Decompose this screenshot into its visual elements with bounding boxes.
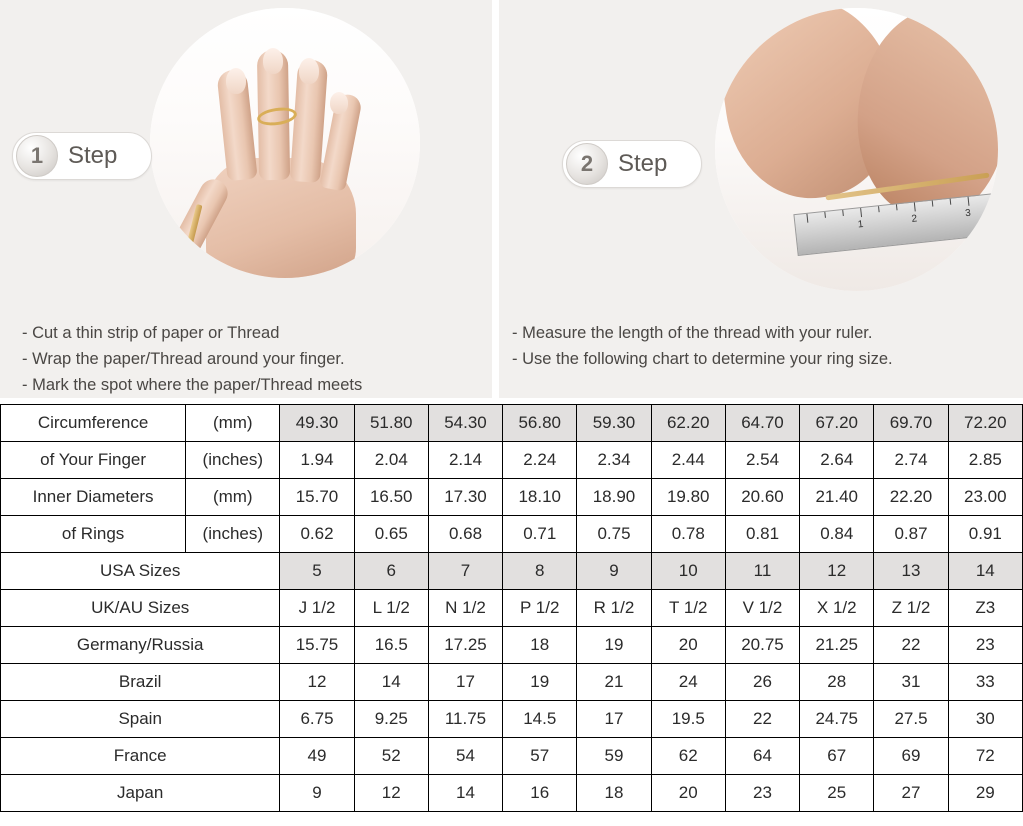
cell: 2.85 bbox=[948, 442, 1022, 479]
row-label-circumference-2: of Your Finger bbox=[1, 442, 186, 479]
table-row bbox=[1, 442, 1023, 479]
measuring-illustration bbox=[715, 8, 998, 291]
cell: 51.80 bbox=[354, 405, 428, 442]
cell: 23 bbox=[948, 627, 1022, 664]
cell: R 1/2 bbox=[577, 590, 651, 627]
cell: 2.34 bbox=[577, 442, 651, 479]
cell: 2.14 bbox=[428, 442, 502, 479]
cell: 0.87 bbox=[874, 516, 948, 553]
step-2-bullet-2: - Use the following chart to determine your ring size. bbox=[512, 350, 893, 368]
cell: 22.20 bbox=[874, 479, 948, 516]
cell: 29 bbox=[948, 775, 1022, 812]
row-label-brazil: Brazil bbox=[1, 664, 280, 701]
cell: 64 bbox=[725, 738, 799, 775]
cell: 31 bbox=[874, 664, 948, 701]
ruler-tick bbox=[878, 206, 880, 212]
cell: T 1/2 bbox=[651, 590, 725, 627]
ruler-tick bbox=[806, 214, 808, 223]
cell: 9.25 bbox=[354, 701, 428, 738]
unit-circumference-mm: (mm) bbox=[186, 405, 280, 442]
cell: 24 bbox=[651, 664, 725, 701]
cell: P 1/2 bbox=[503, 590, 577, 627]
hand-illustration bbox=[150, 8, 420, 278]
cell: 17.25 bbox=[428, 627, 502, 664]
cell: 6 bbox=[354, 553, 428, 590]
cell: N 1/2 bbox=[428, 590, 502, 627]
cell: 56.80 bbox=[503, 405, 577, 442]
ruler-tick bbox=[896, 204, 898, 210]
cell: 11.75 bbox=[428, 701, 502, 738]
cell: 28 bbox=[800, 664, 874, 701]
cell: 18.10 bbox=[503, 479, 577, 516]
cell: 19.5 bbox=[651, 701, 725, 738]
ruler-tick bbox=[968, 197, 970, 206]
cell: 14 bbox=[428, 775, 502, 812]
cell: 20.75 bbox=[725, 627, 799, 664]
cell: 52 bbox=[354, 738, 428, 775]
cell: 25 bbox=[800, 775, 874, 812]
cell: 5 bbox=[280, 553, 354, 590]
unit-diameter-inches: (inches) bbox=[186, 516, 280, 553]
ruler-tick bbox=[824, 212, 826, 218]
ruler-number-3: 3 bbox=[964, 207, 972, 220]
row-label-japan: Japan bbox=[1, 775, 280, 812]
cell: 27.5 bbox=[874, 701, 948, 738]
row-label-circumference-1: Circumference bbox=[1, 405, 186, 442]
ruler-tick bbox=[860, 208, 862, 217]
cell: 17 bbox=[428, 664, 502, 701]
step-1-panel bbox=[0, 0, 490, 398]
cell: 2.44 bbox=[651, 442, 725, 479]
cell: 8 bbox=[503, 553, 577, 590]
cell: 18 bbox=[503, 627, 577, 664]
table-row bbox=[1, 627, 1023, 664]
ruler-tick bbox=[914, 202, 916, 211]
cell: 22 bbox=[874, 627, 948, 664]
step-1-bullet-2: - Wrap the paper/Thread around your finger. bbox=[22, 350, 345, 368]
panel-divider bbox=[492, 0, 499, 398]
cell: 22 bbox=[725, 701, 799, 738]
cell: 30 bbox=[948, 701, 1022, 738]
cell: 16.50 bbox=[354, 479, 428, 516]
cell: 54.30 bbox=[428, 405, 502, 442]
cell: 6.75 bbox=[280, 701, 354, 738]
step-1-badge bbox=[12, 132, 152, 180]
unit-diameter-mm: (mm) bbox=[186, 479, 280, 516]
cell: 2.04 bbox=[354, 442, 428, 479]
cell: 12 bbox=[354, 775, 428, 812]
cell: 62 bbox=[651, 738, 725, 775]
cell: 13 bbox=[874, 553, 948, 590]
table-row bbox=[1, 405, 1023, 442]
step-2-panel bbox=[500, 0, 1023, 398]
cell: 62.20 bbox=[651, 405, 725, 442]
step-1-instructions bbox=[22, 320, 362, 398]
row-label-uk-au: UK/AU Sizes bbox=[1, 590, 280, 627]
ruler-tick bbox=[932, 201, 934, 207]
step-2-bullet-1: - Measure the length of the thread with your ruler. bbox=[512, 324, 873, 342]
cell: 33 bbox=[948, 664, 1022, 701]
ruler-tick bbox=[950, 199, 952, 205]
cell: 59 bbox=[577, 738, 651, 775]
step-2-photo bbox=[715, 8, 998, 291]
cell: 12 bbox=[280, 664, 354, 701]
cell: 21.40 bbox=[800, 479, 874, 516]
cell: 16.5 bbox=[354, 627, 428, 664]
cell: 21 bbox=[577, 664, 651, 701]
instructions-area bbox=[0, 0, 1023, 398]
cell: 9 bbox=[280, 775, 354, 812]
cell: 12 bbox=[800, 553, 874, 590]
cell: 0.68 bbox=[428, 516, 502, 553]
cell: 18.90 bbox=[577, 479, 651, 516]
cell: 2.64 bbox=[800, 442, 874, 479]
cell: 7 bbox=[428, 553, 502, 590]
unit-circumference-inches: (inches) bbox=[186, 442, 280, 479]
table-row bbox=[1, 590, 1023, 627]
cell: 19 bbox=[577, 627, 651, 664]
ruler-tick bbox=[842, 210, 844, 216]
cell: 64.70 bbox=[725, 405, 799, 442]
step-2-badge bbox=[562, 140, 702, 188]
cell: 49 bbox=[280, 738, 354, 775]
step-2-instructions bbox=[512, 320, 893, 372]
row-label-diameter-1: Inner Diameters bbox=[1, 479, 186, 516]
cell: 69 bbox=[874, 738, 948, 775]
cell: 15.75 bbox=[280, 627, 354, 664]
cell: 19 bbox=[503, 664, 577, 701]
cell: 0.84 bbox=[800, 516, 874, 553]
cell: 69.70 bbox=[874, 405, 948, 442]
table-row bbox=[1, 701, 1023, 738]
cell: 14 bbox=[948, 553, 1022, 590]
cell: 2.54 bbox=[725, 442, 799, 479]
row-label-france: France bbox=[1, 738, 280, 775]
step-1-bullet-3: - Mark the spot where the paper/Thread meets bbox=[22, 376, 363, 394]
cell: 14 bbox=[354, 664, 428, 701]
cell: 27 bbox=[874, 775, 948, 812]
cell: J 1/2 bbox=[280, 590, 354, 627]
cell: 72.20 bbox=[948, 405, 1022, 442]
cell: 67 bbox=[800, 738, 874, 775]
cell: 0.71 bbox=[503, 516, 577, 553]
cell: X 1/2 bbox=[800, 590, 874, 627]
cell: Z3 bbox=[948, 590, 1022, 627]
step-1-bullet-1: - Cut a thin strip of paper or Thread bbox=[22, 324, 280, 342]
cell: 20.60 bbox=[725, 479, 799, 516]
cell: 57 bbox=[503, 738, 577, 775]
cell: 11 bbox=[725, 553, 799, 590]
cell: 14.5 bbox=[503, 701, 577, 738]
cell: 2.24 bbox=[503, 442, 577, 479]
cell: 20 bbox=[651, 627, 725, 664]
ruler-number-1: 1 bbox=[857, 218, 864, 231]
step-1-photo bbox=[150, 8, 420, 278]
cell: 59.30 bbox=[577, 405, 651, 442]
table-row bbox=[1, 479, 1023, 516]
cell: Z 1/2 bbox=[874, 590, 948, 627]
nail-pinky bbox=[330, 92, 348, 114]
step-2-number: 2 bbox=[566, 143, 608, 185]
cell: 19.80 bbox=[651, 479, 725, 516]
cell: 0.91 bbox=[948, 516, 1022, 553]
row-label-germany-russia: Germany/Russia bbox=[1, 627, 280, 664]
cell: 18 bbox=[577, 775, 651, 812]
cell: 72 bbox=[948, 738, 1022, 775]
cell: 17 bbox=[577, 701, 651, 738]
cell: 16 bbox=[503, 775, 577, 812]
cell: L 1/2 bbox=[354, 590, 428, 627]
table-row bbox=[1, 738, 1023, 775]
cell: 0.62 bbox=[280, 516, 354, 553]
table-row bbox=[1, 775, 1023, 812]
table-row bbox=[1, 664, 1023, 701]
table-row bbox=[1, 553, 1023, 590]
cell: 17.30 bbox=[428, 479, 502, 516]
step-1-label: Step bbox=[68, 142, 118, 169]
cell: 24.75 bbox=[800, 701, 874, 738]
cell: 0.75 bbox=[577, 516, 651, 553]
nail-index bbox=[226, 68, 246, 94]
cell: 26 bbox=[725, 664, 799, 701]
cell: 10 bbox=[651, 553, 725, 590]
cell: V 1/2 bbox=[725, 590, 799, 627]
nail-middle bbox=[263, 48, 283, 74]
cell: 54 bbox=[428, 738, 502, 775]
step-1-number: 1 bbox=[16, 135, 58, 177]
row-label-usa: USA Sizes bbox=[1, 553, 280, 590]
cell: 67.20 bbox=[800, 405, 874, 442]
cell: 21.25 bbox=[800, 627, 874, 664]
cell: 20 bbox=[651, 775, 725, 812]
row-label-spain: Spain bbox=[1, 701, 280, 738]
nail-ring bbox=[299, 58, 319, 84]
cell: 49.30 bbox=[280, 405, 354, 442]
cell: 0.65 bbox=[354, 516, 428, 553]
cell: 23 bbox=[725, 775, 799, 812]
cell: 9 bbox=[577, 553, 651, 590]
cell: 15.70 bbox=[280, 479, 354, 516]
ruler-number-2: 2 bbox=[910, 213, 918, 225]
step-2-label: Step bbox=[618, 150, 668, 177]
cell: 0.81 bbox=[725, 516, 799, 553]
cell: 2.74 bbox=[874, 442, 948, 479]
table-row bbox=[1, 516, 1023, 553]
cell: 0.78 bbox=[651, 516, 725, 553]
ring-size-chart bbox=[0, 404, 1023, 812]
cell: 23.00 bbox=[948, 479, 1022, 516]
cell: 1.94 bbox=[280, 442, 354, 479]
row-label-diameter-2: of Rings bbox=[1, 516, 186, 553]
